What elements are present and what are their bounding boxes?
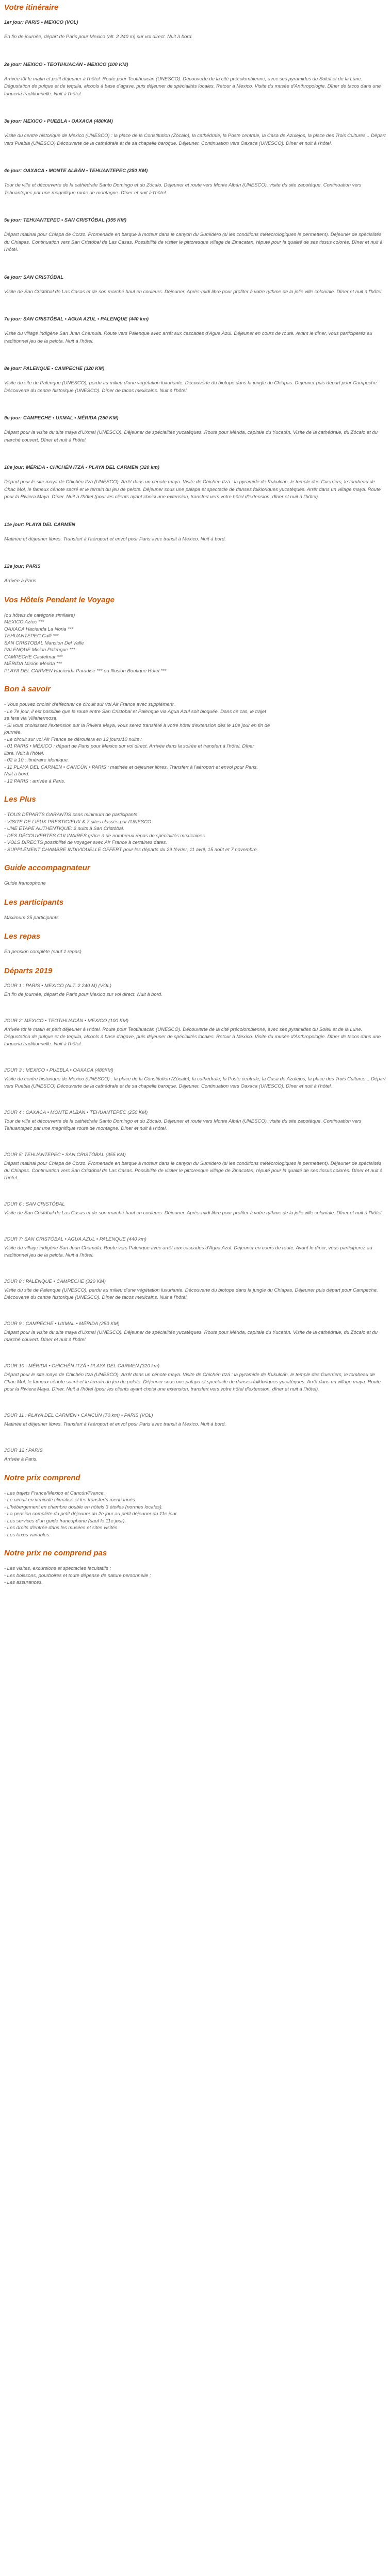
departs-day-text: Départ pour la visite du site maya d'Uxmal (UNESCO). Déjeuner de spécialités yucatèques. Route pour Mérida, capitale du Yucatán. Visite de la cathédrale, du Zócalo et du marché couvert. Dîner et nuit à l'hôtel.: [4, 1329, 378, 1343]
departs-day-text: Visite du site de Palenque (UNESCO), perdu au milieu d'une végétation luxuriante. Découverte du biotope dans la jungle du Chiapas. Déjeuner puis départ pour Campeche. Découverte du centre historique (UNESCO). Dîner de tacos mexicains. Nuit à l'hôtel.: [4, 1287, 378, 1300]
repas-section: [4, 932, 387, 956]
itinerary-day-title: 6e jour: SAN CRISTÓBAL: [4, 274, 64, 280]
prix-comprend-line: - Les droits d'entrée dans les musées et sites visités.: [4, 1525, 119, 1531]
itinerary-day-title: 2e jour: MEXICO • TEOTIHUACÁN • MEXICO (100 KM): [4, 61, 128, 67]
hotel-line: MEXICO Aztec ***: [4, 619, 44, 625]
departs-day-title: JOUR 4 : OAXACA • MONTE ALBÁN • TEHUANTEPEC (250 KM): [4, 1109, 148, 1115]
itinerary-day: [4, 168, 387, 197]
bon-a-savoir-line: - 02 à 10 : itinéraire identique.: [4, 757, 69, 763]
guide-heading: Guide accompagnateur: [4, 863, 90, 872]
prix-comprend-section: [4, 1473, 387, 1539]
participants-text: Maximum 25 participants: [4, 914, 59, 921]
itinerary-day-title: 8e jour: PALENQUE • CAMPECHE (320 KM): [4, 366, 105, 371]
participants-heading: Les participants: [4, 897, 64, 907]
departs-days-list: [4, 983, 387, 1463]
bon-a-savoir-list: [4, 701, 387, 785]
les-plus-heading: Les Plus: [4, 795, 36, 804]
prix-comprend-line: - Le circuit en véhicule climatisé et les transferts mentionnés.: [4, 1497, 137, 1503]
itinerary-day-text: Visite de San Cristóbal de Las Casas et de son marché haut en couleurs. Déjeuner. Après-midi libre pour profiter à votre rythme de la jolie ville coloniale. Dîner et nuit à l'hôtel.: [4, 289, 383, 295]
les-plus-line: - DES DÉCOUVERTES CULINAIRES grâce à de nombreux repas de spécialités mexicaines.: [4, 833, 206, 839]
itinerary-day: [4, 20, 387, 41]
itinerary-day-title: 12e jour: PARIS: [4, 564, 41, 569]
itinerary-day-text: Visite du centre historique de Mexico (UNESCO) : la place de la Constitution (Zócalo), la cathédrale, la Poste centrale, la Casa de Azulejos, la place des Trois Cultures... Départ vers Puebla (UNESCO) Découverte de la cathédrale et de sa chapelle baroque. Déjeuner. Continuation vers Oaxaca (UNESCO). Dîner et nuit à l'hôtel.: [4, 133, 386, 146]
departs-day-title: JOUR 2: MEXICO • TEOTIHUACÁN • MEXICO (100 KM): [4, 1018, 129, 1024]
hotel-line: MÉRIDA Misión Mérida ***: [4, 661, 62, 667]
les-plus-line: - VOLS DIRECTS possibilité de voyager avec Air France à certaines dates.: [4, 840, 167, 845]
departs-day-title: JOUR 3 : MEXICO • PUEBLA • OAXACA (480KM): [4, 1067, 113, 1073]
departs-day-title: JOUR 8 : PALENQUE • CAMPECHE (320 KM): [4, 1278, 106, 1284]
departs-day-text: En fin de journée, départ de Paris pour Mexico sur vol direct. Nuit à bord.: [4, 991, 162, 997]
itinerary-day: [4, 316, 387, 345]
bon-a-savoir-heading: Bon à savoir: [4, 685, 51, 693]
departs-day-title: JOUR 7: SAN CRISTÓBAL • AGUA AZUL • PALENQUE (440 km): [4, 1236, 146, 1242]
prix-ne-comprend-line: - Les assurances.: [4, 1580, 43, 1585]
itinerary-day-title: 10e jour: MÉRIDA • CHICHÉN ITZÁ • PLAYA DEL CARMEN (320 km): [4, 465, 160, 470]
les-plus-section: [4, 795, 387, 853]
itinerary-day-text: Arrivée tôt le matin et petit déjeuner à l'hôtel. Route pour Teotihuacán (UNESCO). Découverte de la cité précolombienne, avec ses pyramides du Soleil et de la Lune. Dégustation de pulque et de tequila, alcools à base d'agave, puis déjeuner de spécialités locales. Retour à Mexico. Visite du musée d'Anthropologie. Dîner de tacos dans une taqueria traditionnelle. Nuit à l'hôtel.: [4, 76, 381, 97]
itinerary-day: [4, 275, 387, 296]
departs-day-text: Matinée et déjeuner libres. Transfert à l'aéroport et envol pour Paris avec transit à Mexico. Nuit à bord.: [4, 1421, 226, 1427]
prix-comprend-line: - Les trajets France/Mexico et Cancún/France.: [4, 1490, 105, 1496]
les-plus-line: - VISITE DE LIEUX PRESTIGIEUX & 7 sites classés par l'UNESCO.: [4, 819, 153, 825]
prix-comprend-list: [4, 1490, 387, 1539]
bon-a-savoir-line: - Si vous choisissez l'extension sur la Riviera Maya, vous serez transféré à votre hôtel d'extension dès le 10e jour en fin de: [4, 722, 270, 728]
departs-day-title: JOUR 9 : CAMPECHE • UXMAL • MÉRIDA (250 KM): [4, 1320, 120, 1327]
itinerary-day-text: Départ pour la visite du site maya d'Uxmal (UNESCO). Déjeuner de spécialités yucatèques. Route pour Mérida, capitale du Yucatán. Visite de la cathédrale, du Zócalo et du marché couvert. Dîner et nuit à l'hôtel.: [4, 430, 378, 443]
prix-comprend-line: - Les services d'un guide francophone (sauf le 11e jour).: [4, 1518, 126, 1524]
itinerary-day: [4, 465, 387, 501]
itinerary-day-title: 4e jour: OAXACA • MONTE ALBÁN • TEHUANTEPEC (250 KM): [4, 168, 148, 174]
departs-day: [4, 983, 387, 998]
itinerary-day-title: 9e jour: CAMPECHE • UXMAL • MÉRIDA (250 KM): [4, 415, 119, 421]
bon-a-savoir-line: - 12 PARIS : arrivée à Paris.: [4, 778, 66, 784]
itinerary-day: [4, 62, 387, 98]
itinerary-day-title: 1er jour: PARIS • MEXICO (VOL): [4, 20, 78, 25]
departs-day-text: Tour de ville et découverte de la cathédrale Santo Domingo et du Zócalo. Déjeuner et route vers Monte Albán (UNESCO), visite du site zapotèque. Continuation vers Tehuantepec par une magnifique route de montagne. Dîner et nuit à l'hôtel.: [4, 1118, 362, 1131]
itinerary-day-text: Visite du site de Palenque (UNESCO), perdu au milieu d'une végétation luxuriante. Découverte du biotope dans la jungle du Chiapas. Déjeuner puis départ pour Campeche. Découverte du centre historique (UNESCO). Dîner de tacos mexicains. Nuit à l'hôtel.: [4, 380, 378, 394]
itinerary-days-list: [4, 20, 387, 585]
itinerary-day: [4, 217, 387, 254]
itinerary-day-title: 11e jour: PLAYA DEL CARMEN: [4, 521, 75, 528]
departs-day-text: Visite de San Cristóbal de Las Casas et de son marché haut en couleurs. Déjeuner. Après-midi libre pour profiter à votre rythme de la jolie ville coloniale. Dîner et nuit à l'hôtel.: [4, 1210, 383, 1216]
itinerary-day-text: Arrivée à Paris.: [4, 578, 38, 584]
itinerary-day: [4, 415, 387, 444]
prix-comprend-heading: Notre prix comprend: [4, 1473, 80, 1482]
itinerary-day: [4, 522, 387, 544]
itinerary-heading: Votre itinéraire: [4, 3, 59, 12]
bon-a-savoir-line: - Vous pouvez choisir d'effectuer ce circuit sur vol Air France avec supplément.: [4, 702, 175, 707]
hotel-line: TEHUANTEPEC Calli ***: [4, 633, 59, 639]
hotels-heading: Vos Hôtels Pendant le Voyage: [4, 595, 115, 604]
bon-a-savoir-line: libre. Nuit à l'hôtel.: [4, 750, 44, 756]
bon-a-savoir-section: [4, 685, 387, 785]
itinerary-day: [4, 564, 387, 585]
departs-day-title: JOUR 5: TEHUANTEPEC • SAN CRISTÓBAL (355 KM): [4, 1151, 126, 1158]
les-plus-line: - UNE ÉTAPE AUTHENTIQUE: 2 nuits à San Cristóbal.: [4, 826, 124, 832]
bon-a-savoir-line: Nuit à bord.: [4, 771, 30, 777]
hotel-line: SAN CRISTOBAL Mansion Del Valle: [4, 640, 84, 646]
departs-day: [4, 1152, 387, 1182]
itinerary-day-text: En fin de journée, départ de Paris pour Mexico (alt. 2 240 m) sur vol direct. Nuit à bord.: [4, 34, 193, 40]
departs-day-text: Visite du village indigène San Juan Chamula. Route vers Palenque avec arrêt aux cascades d'Agua Azul. Déjeuner en cours de route. Avant le dîner, vous participerez au traditionnel jeu de la pelota. Nuit à l'hôtel.: [4, 1245, 372, 1258]
prix-ne-comprend-line: - Les boissons, pourboires et toute dépense de nature personnelle ;: [4, 1572, 151, 1579]
departs-day: [4, 1448, 387, 1463]
hotel-line: (ou hôtels de catégorie similaire): [4, 612, 75, 618]
prix-comprend-line: - Les taxes variables.: [4, 1532, 51, 1538]
repas-text: En pension complète (sauf 1 repas): [4, 949, 82, 955]
departs-day-title: JOUR 11 : PLAYA DEL CARMEN • CANCÚN (70 km) • PARIS (VOL): [4, 1412, 153, 1418]
itinerary-day-text: Matinée et déjeuner libres. Transfert à l'aéroport et envol pour Paris avec transit à Mexico. Nuit à bord.: [4, 536, 226, 542]
itinerary-day-text: Tour de ville et découverte de la cathédrale Santo Domingo et du Zócalo. Déjeuner et route vers Monte Albán (UNESCO), visite du site zapotèque. Continuation vers Tehuantepec par une magnifique route de montagne. Dîner et nuit à l'hôtel.: [4, 182, 362, 196]
departs-day-text: Arrivée tôt le matin et petit déjeuner à l'hôtel. Route pour Teotihuacán (UNESCO). Découverte de la cité précolombienne, avec ses pyramides du Soleil et de la Lune. Dégustation de pulque et de tequila, alcools à base d'agave, puis déjeuner de spécialités locales. Retour à Mexico. Visite du musée d'Anthropologie. Dîner de tacos dans une taqueria traditionnelle. Nuit à l'hôtel.: [4, 1026, 381, 1047]
departs-day-title: JOUR 12 : PARIS: [4, 1447, 43, 1453]
les-plus-line: - SUPPLÉMENT CHAMBRE INDIVIDUELLE OFFERT pour les départs du 29 février, 11 avril, 15 août et 7 novembre.: [4, 846, 258, 853]
departs-day-text: Départ matinal pour Chiapa de Corzo. Promenade en barque à moteur dans le canyon du Sumidero (si les conditions météorologiques le permettent). Déjeuner de spécialités du Chiapas. Continuation vers San Cristóbal de Las Casas. Possibilité de visiter le pittoresque village de Zinacatan, réputé pour la qualité de ses tissus colorés. Dîner et nuit à l'hôtel.: [4, 1160, 383, 1181]
departs-section: [4, 967, 387, 1463]
departs-day: [4, 1110, 387, 1132]
departs-day: [4, 1279, 387, 1301]
hotel-line: OAXACA Hacienda La Noria ***: [4, 626, 74, 632]
itinerary-day: [4, 118, 387, 147]
departs-day: [4, 1067, 387, 1090]
departs-day-text: Arrivée à Paris.: [4, 1456, 38, 1462]
itinerary-day: [4, 366, 387, 395]
departs-day-text: Visite du centre historique de Mexico (UNESCO) : la place de la Constitution (Zócalo), la cathédrale, la Poste centrale, la Casa de Azulejos, la place des Trois Cultures... Départ vers Puebla (UNESCO) Découverte de la cathédrale et de sa chapelle baroque. Déjeuner. Continuation vers Oaxaca (UNESCO). Dîner et nuit à l'hôtel.: [4, 1076, 386, 1089]
itinerary-section: [4, 3, 387, 585]
departs-day: [4, 1363, 387, 1393]
itinerary-day-title: 7e jour: SAN CRISTÓBAL • AGUA AZUL • PALENQUE (440 km): [4, 316, 149, 322]
les-plus-line: - TOUS DÉPARTS GARANTIS sans minimum de participants: [4, 812, 138, 818]
bon-a-savoir-line: - Le 7e jour, il est possible que la route entre San Cristóbal et Palenque via Agua Azul soit bloquée. Dans ce cas, le trajet: [4, 708, 266, 715]
prix-ne-comprend-list: [4, 1565, 387, 1586]
departs-heading: Départs 2019: [4, 966, 53, 975]
prix-comprend-line: - L'hébergement en chambre double en hôtels 3 étoiles (normes locales).: [4, 1504, 163, 1510]
hotel-line: PALENQUE Mision Palenque ***: [4, 647, 75, 653]
departs-day: [4, 1413, 387, 1428]
repas-heading: Les repas: [4, 932, 41, 941]
itinerary-day-title: 3e jour: MEXICO • PUEBLA • OAXACA (480KM): [4, 118, 113, 124]
departs-day-text: Départ pour le site maya de Chichén Itzá (UNESCO). Arrêt dans un cénote maya. Visite de Chichén Itzá : la pyramide de Kukulcán, le temple des Guerriers, le tombeau de Chac Mol, le fameux cénote sacré et le terrain du jeu de pelote. Déjeuner sous une palapa et spectacle de danses folkloriques yucatèques. Arrêt dans un village maya. Route pour la Riviera Maya. Dîner. Nuit à l'hôtel (pour les clients ayant choisi une extension, transfert vers votre hôtel d'extension, dîner et nuit à l'hôtel).: [4, 1371, 381, 1392]
departs-day: [4, 1321, 387, 1344]
itinerary-day-text: Départ pour le site maya de Chichén Itzá (UNESCO). Arrêt dans un cénote maya. Visite de Chichén Itzá : la pyramide de Kukulcán, le temple des Guerriers, le tombeau de Chac Mol, le fameux cénote sacré et le terrain du jeu de pelote. Déjeuner sous une palapa et spectacle de danses folkloriques yucatèques. Arrêt dans un village maya. Route pour la Riviera Maya. Dîner. Nuit à l'hôtel (pour les clients ayant choisi une extension, transfert vers votre hôtel d'extension, dîner et nuit à l'hôtel).: [4, 479, 381, 500]
departs-day-title: JOUR 1 : PARIS • MEXICO (ALT. 2 240 M) (VOL): [4, 982, 111, 989]
bon-a-savoir-line: - 01 PARIS • MÉXICO : départ de Paris pour Mexico sur vol direct. Arrivée dans la soirée et transfert à l'hôtel. Dîner: [4, 743, 254, 749]
prix-ne-comprend-heading: Notre prix ne comprend pas: [4, 1549, 107, 1557]
prix-comprend-line: - La pension complète du petit déjeuner du 2e jour au petit déjeuner du 11e jour.: [4, 1511, 178, 1517]
itinerary-day-text: Visite du village indigène San Juan Chamula. Route vers Palenque avec arrêt aux cascades d'Agua Azul. Déjeuner en cours de route. Avant le dîner, vous participerez au traditionnel jeu de la pelota. Nuit à l'hôtel.: [4, 331, 372, 344]
hotel-line: CAMPECHE Castelmar ***: [4, 654, 63, 660]
departs-day: [4, 1236, 387, 1259]
bon-a-savoir-line: - Le circuit sur vol Air France se déroulera en 12 jours/10 nuits :: [4, 736, 142, 742]
bon-a-savoir-line: - 11 PLAYA DEL CARMEN • CANCÚN • PARIS : matinée et déjeuner libres. Transfert à l'aéroport et envol pour Paris.: [4, 764, 258, 770]
departs-day-title: JOUR 6 : SAN CRISTÓBAL: [4, 1201, 65, 1207]
prix-ne-comprend-section: [4, 1549, 387, 1586]
participants-section: [4, 898, 387, 922]
hotel-line: PLAYA DEL CARMEN Hacienda Paradise *** ou Illusion Boutique Hotel ***: [4, 668, 167, 674]
bon-a-savoir-line: se fera via Villahermosa.: [4, 716, 58, 721]
guide-text: Guide francophone: [4, 880, 46, 886]
itinerary-day-title: 5e jour: TEHUANTEPEC • SAN CRISTÓBAL (355 KM): [4, 217, 126, 223]
bon-a-savoir-line: journée.: [4, 730, 22, 735]
les-plus-list: [4, 811, 387, 853]
departs-day: [4, 1018, 387, 1048]
hotels-list: [4, 612, 387, 675]
itinerary-day-text: Départ matinal pour Chiapa de Corzo. Promenade en barque à moteur dans le canyon du Sumidero (si les conditions météorologiques le permettent). Déjeuner de spécialités du Chiapas. Continuation vers San Cristóbal de Las Casas. Possibilité de visiter le pittoresque village de Zinacatan, réputé pour la qualité de ses tissus colorés. Dîner et nuit à l'hôtel.: [4, 232, 383, 252]
prix-ne-comprend-line: - Les visites, excursions et spectacles facultatifs ;: [4, 1566, 111, 1571]
departs-day: [4, 1201, 387, 1217]
departs-day-title: JOUR 10 : MÉRIDA • CHICHÉN ITZÁ • PLAYA DEL CARMEN (320 km): [4, 1363, 160, 1369]
hotels-section: [4, 596, 387, 675]
guide-section: [4, 863, 387, 888]
